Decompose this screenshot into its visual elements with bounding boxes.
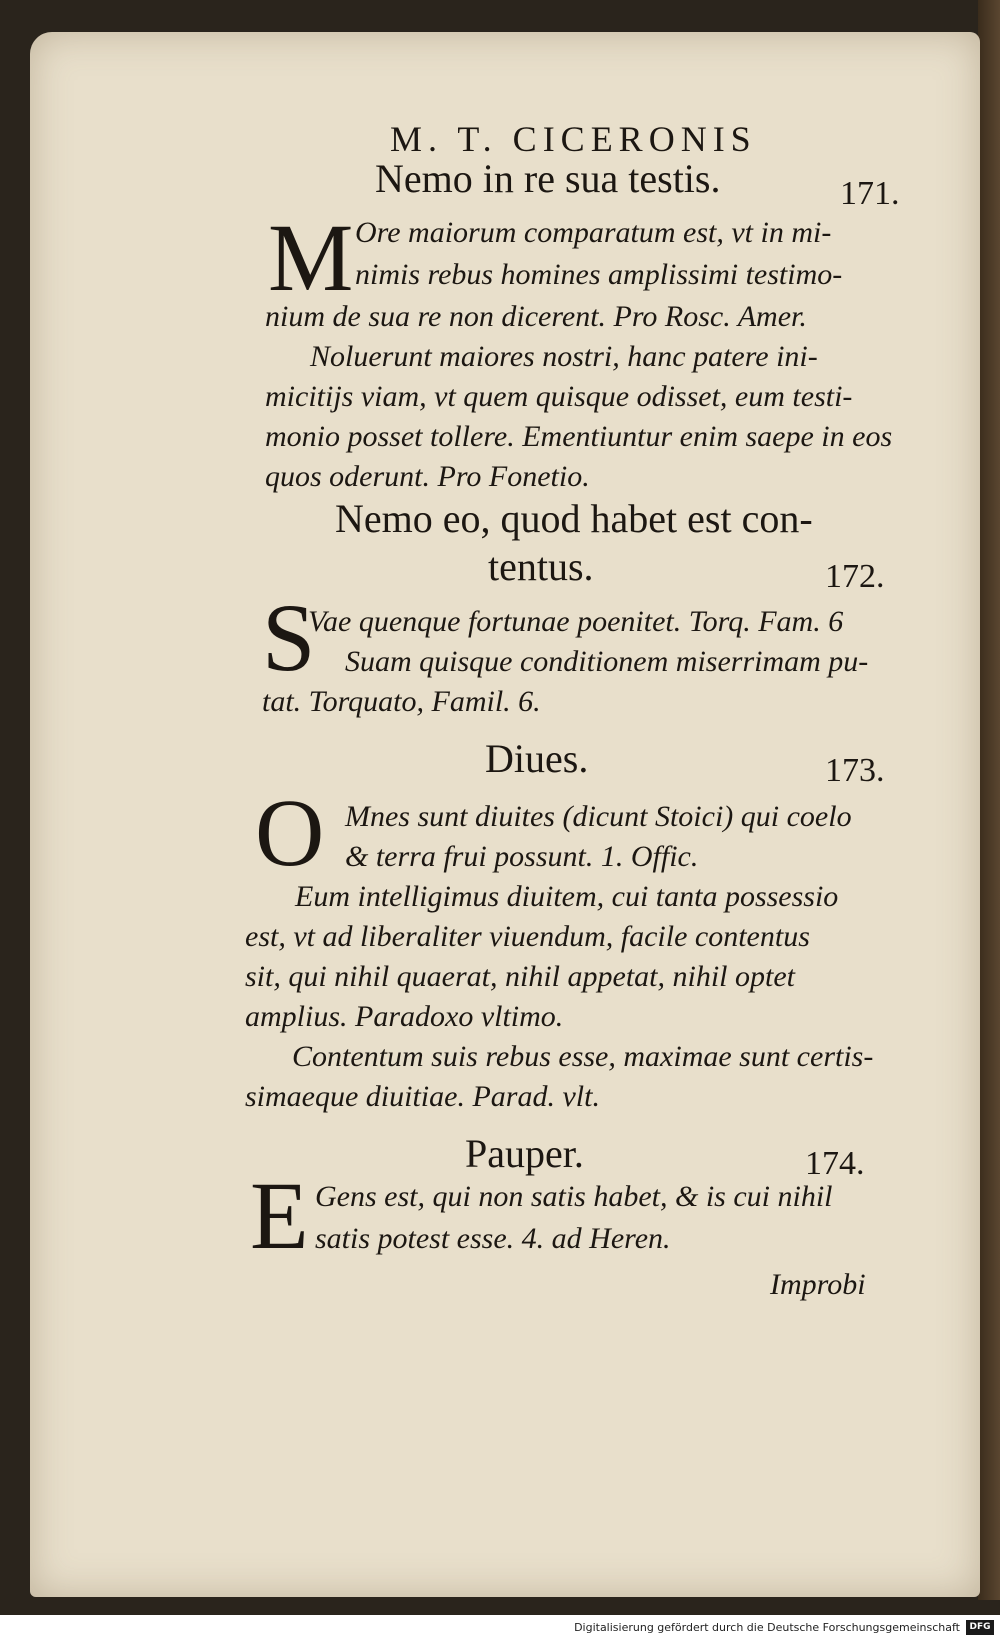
text-line: Suam quisque conditionem miserrimam pu-: [345, 645, 869, 678]
section-171-title: Nemo in re sua testis.: [375, 156, 721, 201]
drop-cap-m: M: [268, 204, 354, 311]
text-line: amplius. Paradoxo vltimo.: [245, 1000, 564, 1033]
catchword: Improbi: [770, 1268, 866, 1301]
text-line: satis potest esse. 4. ad Heren.: [315, 1222, 671, 1255]
text-line: simaeque diuitiae. Parad. vlt.: [245, 1080, 600, 1113]
text-line: monio posset tollere. Ementiuntur enim saepe in eos: [265, 420, 893, 453]
text-line: Mnes sunt diuites (dicunt Stoici) qui coelo: [345, 800, 852, 833]
drop-cap-e: E: [250, 1162, 309, 1269]
text-line: Eum intelligimus diuitem, cui tanta possessio: [295, 880, 839, 913]
section-172-title-line2: tentus.: [488, 544, 594, 589]
text-line: & terra frui possunt. 1. Offic.: [345, 840, 699, 873]
footer-bar: [0, 1615, 1000, 1642]
text-line: nimis rebus homines amplissimi testimo-: [355, 258, 843, 291]
section-174-title: Pauper.: [465, 1131, 584, 1176]
dfg-logo: DFG: [966, 1620, 994, 1635]
text-line: Gens est, qui non satis habet, & is cui nihil: [315, 1180, 833, 1213]
running-header: M. T. CICERONIS: [390, 119, 757, 159]
text-line: Ore maiorum comparatum est, vt in mi-: [355, 216, 832, 249]
text-line: Vae quenque fortunae poenitet. Torq. Fam. 6: [308, 605, 844, 638]
book-spine: [978, 0, 1000, 1600]
section-173-title: Diues.: [485, 736, 589, 781]
text-line: Contentum suis rebus esse, maximae sunt certis-: [292, 1040, 874, 1073]
section-172-number: 172.: [825, 558, 885, 595]
text-line: tat. Torquato, Famil. 6.: [262, 685, 541, 718]
funding-credit: Digitalisierung gefördert durch die Deutsche Forschungsgemeinschaft: [574, 1621, 960, 1634]
section-171-number: 171.: [840, 175, 900, 212]
text-line: micitijs viam, vt quem quisque odisset, eum testi-: [265, 380, 853, 413]
text-line: Noluerunt maiores nostri, hanc patere ini-: [310, 340, 818, 373]
drop-cap-s: S: [262, 584, 316, 691]
text-line: est, vt ad liberaliter viuendum, facile contentus: [245, 920, 810, 953]
text-line: nium de sua re non dicerent. Pro Rosc. Amer.: [265, 300, 807, 333]
text-line: sit, qui nihil quaerat, nihil appetat, nihil optet: [245, 960, 795, 993]
section-172-title-line1: Nemo eo, quod habet est con-: [335, 496, 813, 541]
section-173-number: 173.: [825, 752, 885, 789]
section-174-number: 174.: [805, 1145, 865, 1182]
text-line: quos oderunt. Pro Fonetio.: [265, 460, 590, 493]
drop-cap-o: O: [255, 779, 325, 886]
